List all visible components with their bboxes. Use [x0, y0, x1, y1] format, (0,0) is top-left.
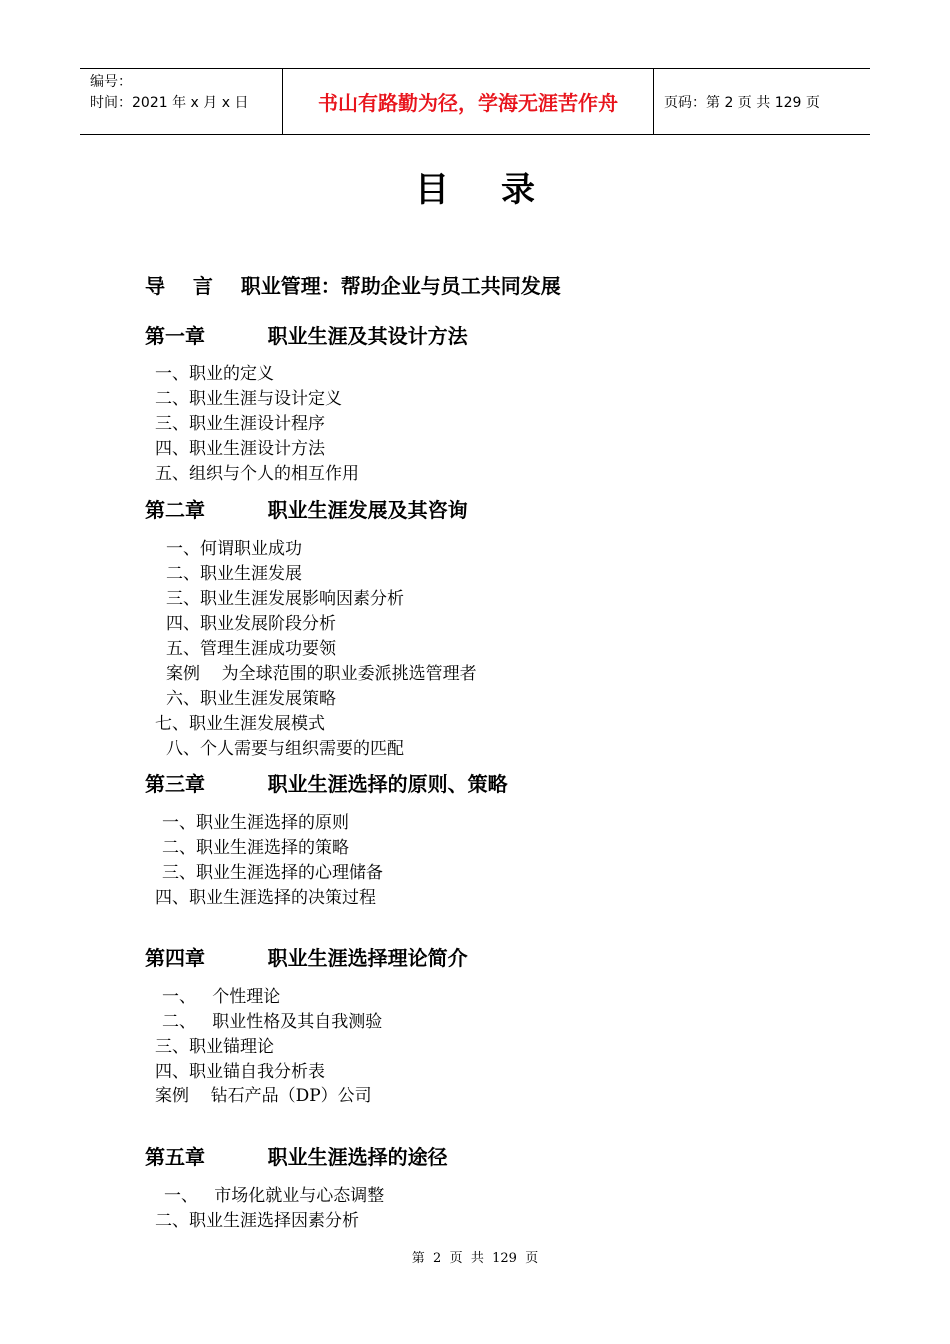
toc-item: 四、职业生涯设计方法	[155, 439, 325, 459]
toc-item: 二、 职业性格及其自我测验	[162, 1012, 383, 1032]
toc-item: 案例 为全球范围的职业委派挑选管理者	[166, 664, 477, 684]
toc-chapter-5: 第五章 职业生涯选择的途径	[145, 1145, 448, 1169]
header-page-info: 页码：第 2 页 共 129 页	[664, 94, 820, 111]
toc-item: 二、职业生涯选择的策略	[162, 838, 349, 858]
header-meta	[80, 69, 282, 134]
toc-chapter-1: 第一章 职业生涯及其设计方法	[145, 324, 468, 348]
toc-item: 一、职业生涯选择的原则	[162, 813, 349, 833]
toc-item: 三、职业生涯设计程序	[155, 414, 325, 434]
header-motto: 书山有路勤为径，学海无涯苦作舟	[282, 69, 654, 134]
toc-item: 三、职业生涯选择的心理储备	[162, 863, 383, 883]
toc-item: 四、职业锚自我分析表	[155, 1062, 325, 1082]
toc-item: 六、职业生涯发展策略	[166, 689, 336, 709]
toc-intro: 导 言 职业管理：帮助企业与员工共同发展	[145, 274, 561, 298]
toc-item: 二、职业生涯选择因素分析	[155, 1211, 359, 1231]
toc-item: 八、个人需要与组织需要的匹配	[166, 739, 404, 759]
toc-item: 案例 钻石产品（DP）公司	[155, 1086, 372, 1106]
toc-item: 二、职业生涯发展	[166, 564, 302, 584]
toc-chapter-2: 第二章 职业生涯发展及其咨询	[145, 498, 468, 522]
page-title: 目录	[415, 170, 587, 210]
toc-item: 三、职业生涯发展影响因素分析	[166, 589, 404, 609]
toc-item: 四、职业生涯选择的决策过程	[155, 888, 376, 908]
toc-item: 一、 个性理论	[162, 987, 281, 1007]
toc-item: 五、组织与个人的相互作用	[155, 464, 359, 484]
toc-item: 一、何谓职业成功	[166, 539, 302, 559]
toc-item: 四、职业发展阶段分析	[166, 614, 336, 634]
page-footer: 第 2 页 共 129 页	[411, 1251, 539, 1266]
toc-chapter-4: 第四章 职业生涯选择理论简介	[145, 946, 468, 970]
toc-item: 三、职业锚理论	[155, 1037, 274, 1057]
toc-item: 七、职业生涯发展模式	[155, 714, 325, 734]
number-label: 编号：	[90, 74, 132, 90]
toc-chapter-3: 第三章 职业生涯选择的原则、策略	[145, 772, 508, 796]
time-label: 时间：2021 年 x 月 x 日	[90, 95, 249, 111]
toc-item: 一、 市场化就业与心态调整	[164, 1186, 385, 1206]
toc-item: 二、职业生涯与设计定义	[155, 389, 342, 409]
toc-item: 五、管理生涯成功要领	[166, 639, 336, 659]
toc-item: 一、职业的定义	[155, 364, 274, 384]
page-header	[80, 68, 870, 135]
